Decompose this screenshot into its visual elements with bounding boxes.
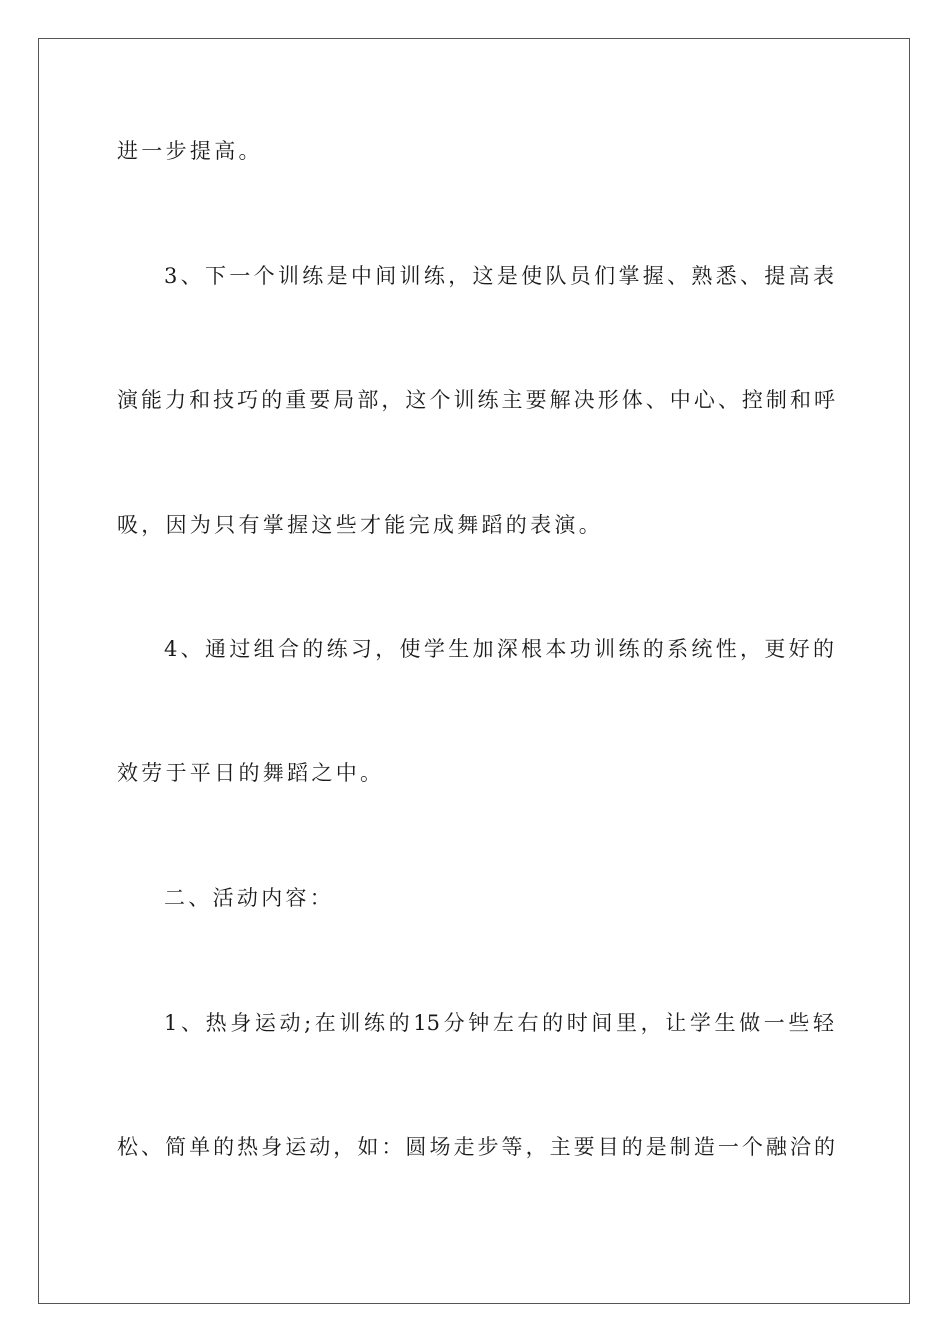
text-line-4: 吸，因为只有掌握这些才能完成舞蹈的表演。 [117, 513, 603, 537]
page-border [38, 38, 910, 1304]
text-line-1: 进一步提高。 [117, 139, 263, 163]
text-line-2: 3、下一个训练是中间训练，这是使队员们掌握、熟悉、提高表 [164, 264, 834, 288]
section-heading: 二、活动内容： [164, 886, 335, 910]
text-line-8: 1、热身运动;在训练的15分钟左右的时间里，让学生做一些轻 [164, 1011, 834, 1035]
text-line-5: 4、通过组合的练习，使学生加深根本功训练的系统性，更好的 [164, 637, 834, 661]
text-line-9: 松、简单的热身运动，如：圆场走步等，主要目的是制造一个融洽的 [117, 1135, 835, 1159]
text-line-6: 效劳于平日的舞蹈之中。 [117, 761, 385, 785]
text-line-3: 演能力和技巧的重要局部，这个训练主要解决形体、中心、控制和呼 [117, 388, 835, 412]
